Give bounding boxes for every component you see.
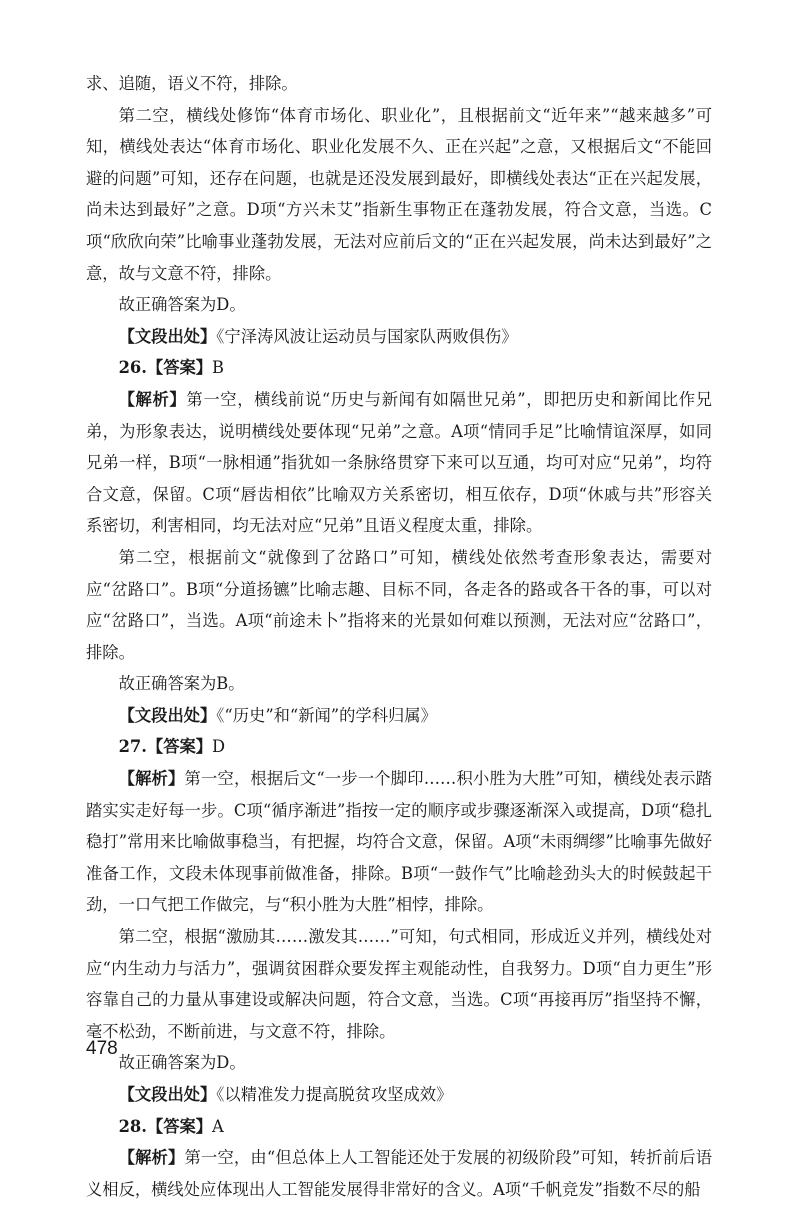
paragraph-conclusion: 故正确答案为D。: [118, 1053, 246, 1073]
paragraph-conclusion: 故正确答案为D。: [118, 295, 246, 315]
paragraph-continuation: 求、追随，语义不符，排除。: [86, 74, 298, 93]
source-label: 【文段出处】: [118, 326, 217, 346]
paragraph-analysis: 第二空，根据前文“就像到了岔路口”可知，横线处依然考查形象表达，需要对应“岔路口”。B项“分道扬镳”比喻志趣、目标不同，各走各的路或各干各的事，可以对应“岔路口”，当选。A项“前途未卜”指将来的光景如何难以预测，无法对应“岔路口”，排除。: [86, 547, 712, 662]
paragraph-explanation: 【解析】第一空，横线前说“历史与新闻有如隔世兄弟”，即把历史和新闻比作兄弟，为形象表达，说明横线处要体现“兄弟”之意。A项“情同手足”比喻情谊深厚，如同兄弟一样，B项“一脉相通”指犹如一条脉络贯穿下来可以互通，均可对应“兄弟”，均符合文意，保留。C项“唇齿相依”比喻双方关系密切，相互依存，D项“休戚与共”形容关系密切，利害相同，均无法对应“兄弟”且语义程度太重，排除。: [86, 389, 712, 536]
paragraph-analysis: 第二空，横线处修饰“体育市场化、职业化”，且根据前文“近年来”“越来越多”可知，横线处表达“体育市场化、职业化发展不久、正在兴起”之意，又根据后文“不能回避的问题”可知，还存在问题，也就是还没发展到最好，即横线处表达“正在兴起发展，尚未达到最好”之意。D项“方兴未艾”指新生事物正在蓬勃发展，符合文意，当选。C项“欣欣向荣”比喻事业蓬勃发展，无法对应前后文的“正在兴起发展，尚未达到最好”之意，故与文意不符，排除。: [86, 105, 712, 283]
paragraph-answer: 28.【答案】A: [118, 1116, 224, 1136]
source-label: 【文段出处】: [118, 705, 217, 725]
paragraph-source: 【文段出处】《“历史”和“新闻”的学科归属》: [118, 705, 437, 725]
paragraph-source: 【文段出处】《以精准发力提高脱贫攻坚成效》: [118, 1085, 453, 1104]
page-body: [86, 68, 712, 1205]
paragraph-conclusion: 故正确答案为B。: [118, 674, 245, 694]
explanation-label: 【解析】: [118, 389, 187, 409]
paragraph-source: 【文段出处】《宁泽涛风波让运动员与国家队两败俱伤》: [118, 326, 518, 346]
paragraph-analysis: 第二空，根据“激励其……激发其……”可知，句式相同，形成近义并列，横线处对应“内生动力与活力”，强调贫困群众要发挥主观能动性，自我努力。D项“自力更生”形容靠自己的力量从事建设或解决问题，符合文意，当选。C项“再接再厉”指坚持不懈，毫不松劲，不断前进，与文意不符，排除。: [86, 927, 712, 1041]
answer-label: 27.【答案】: [118, 737, 213, 757]
explanation-label: 【解析】: [118, 1148, 185, 1168]
answer-label: 26.【答案】: [118, 358, 213, 378]
page-number: 478: [86, 1038, 118, 1059]
paragraph-explanation: 【解析】第一空，根据后文“一步一个脚印……积小胜为大胜”可知，横线处表示踏踏实实走好每一步。C项“循序渐进”指按一定的顺序或步骤逐渐深入或提高，D项“稳扎稳打”常用来比喻做事稳当，有把握，均符合文意，保留。A项“未雨绸缪”比喻事先做好准备工作，文段未体现事前做准备，排除。B项“一鼓作气”比喻趁劲头大的时候鼓起干劲，一口气把工作做完，与“积小胜为大胜”相悖，排除。: [86, 769, 712, 915]
paragraph-explanation: 【解析】第一空，由“但总体上人工智能还处于发展的初级阶段”可知，转折前后语义相反，横线处应体现出人工智能发展得非常好的含义。A项“千帆竞发”指数不尽的船: [86, 1148, 712, 1199]
source-label: 【文段出处】: [118, 1085, 217, 1104]
explanation-label: 【解析】: [118, 769, 185, 789]
paragraph-answer: 26.【答案】B: [118, 358, 225, 378]
paragraph-answer: 27.【答案】D: [118, 737, 226, 757]
answer-label: 28.【答案】: [118, 1116, 213, 1136]
